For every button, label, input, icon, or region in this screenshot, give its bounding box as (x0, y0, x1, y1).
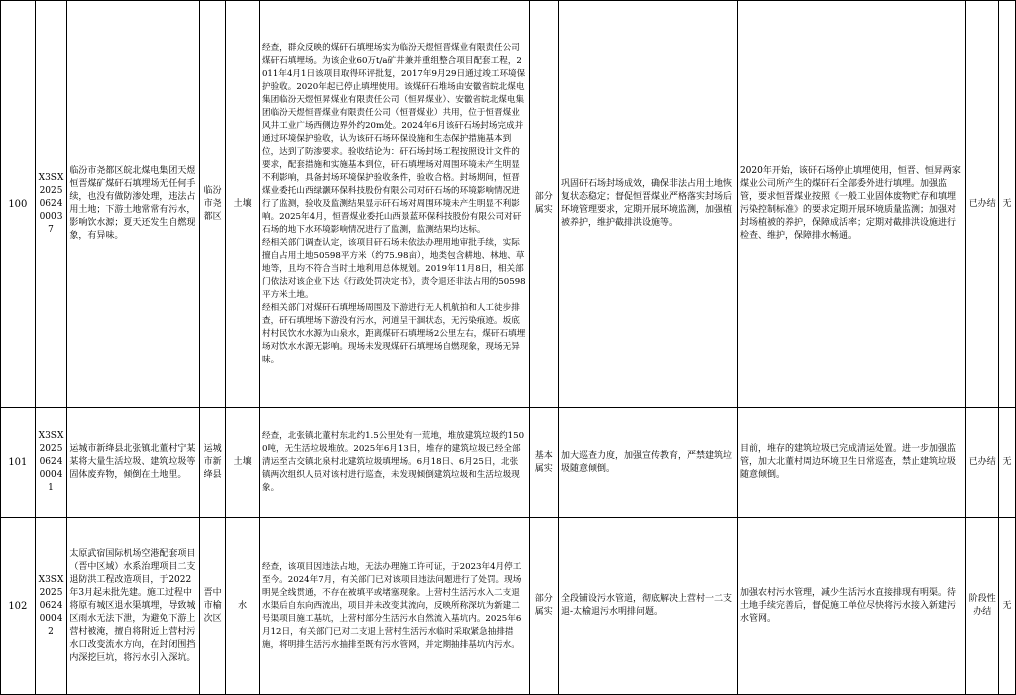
progress: 目前，堆存的建筑垃圾已完成清运处置。进一步加强监管，加大北董村周边环境卫生日常巡查，禁止建筑垃圾随意倾倒。 (737, 408, 965, 518)
pollution-type: 水 (226, 518, 260, 695)
findings-paragraph: 经查，群众反映的煤矸石填埋场实为临汾天煜恒晋煤业有限责任公司煤矸石填埋场。为该企业60万t/a矿井兼并重组整合项目配套工程，2011年4月1日该项目取得环评批复，2017年9月29日通过竣工环境保护验收。2020年起已停止填埋使用。该煤矸石堆场由安徽省皖北煤电集团临汾天煜恒昇煤业有限责任公司（恒昇煤业）、安徽省皖北煤电集团临汾天煜恒晋煤业有限责任公司（恒晋煤业）共用，位于恒晋煤业风井工业广场西侧边界外约20m处。2024年6月该矸石场封场完成并通过环境保护验收，认为该矸石场环保设施和生态保护措施基本到位，达到了防渗要求。验收结论为：矸石场封场工程按照设计文件的要求，配套措施和实施基本到位，矸石填埋场对周围环境未产生明显不利影响，具备封场环境保护验收条件，验收合格。封场期间，恒晋煤业委托山西绿灏环保科技股份有限公司对矸石场的环境影响情况进行了监测，验收及监测结果显示矸石场对周围环境未产生明显不利影响。2025年4月，恒晋煤业委托山西景蓝环保科技股份有限公司对矸石场的地下水环境影响情况进行了监测，监测结果均达标。 (261, 42, 526, 235)
row-number: 102 (1, 518, 36, 695)
measures: 加大巡查力度，加强宣传教育，严禁建筑垃圾随意倾倒。 (558, 408, 737, 518)
row-number: 101 (1, 408, 36, 518)
progress: 加强农村污水管理，减少生活污水直接排现有明渠。待土地手续完善后，督促施工单位尽快将污水接入新建污水管网。 (737, 518, 965, 695)
pollution-type: 土壤 (226, 1, 260, 408)
case-code: X3SX2025062400041 (35, 408, 67, 518)
complaint-text: 临汾市尧都区皖北煤电集团天煜恒晋煤矿煤矸石填埋场无任何手续，也没有做防渗处理，违法占用土地；下游土地常常有污水，影响饮水源；夏天还发生自燃现象，有异味。 (67, 1, 200, 408)
findings (259, 518, 529, 695)
complaint-text: 运城市新绛县北张镇北董村宁某某将大量生活垃圾、建筑垃圾等固体废弃物，倾倒在土地里。 (67, 408, 200, 518)
district: 运城市新绛县 (199, 408, 225, 518)
accountability: 无 (999, 518, 1016, 695)
measures: 全段铺设污水管道，彻底解决上营村一二支退-太榆退污水明排问题。 (558, 518, 737, 695)
complaint-text: 太原武宿国际机场空港配套项目（晋中区域）水系治理项目二支退防洪工程改造项目，于2022年3月起未批先建。施工过程中将原有城区退水渠填埋，导致城区雨水无法下泄，为避免下游上营村被淹，擅自将附近上营村污水口改变流水方向，在封闭围挡内深挖巨坑，将污水引入深坑。 (67, 518, 200, 695)
table-row (1, 518, 1016, 695)
findings (259, 1, 529, 408)
case-code: X3SX2025062400042 (35, 518, 67, 695)
findings-paragraph: 经相关部门调查认定，该项目矸石场未依法办理用地审批手续，实际擅自占用土地50598平方米（约75.98亩），地类包含耕地、林地、草地等，且均不符合当时土地利用总体规划。2019年11月8日，相关部门依法对该企业下达《行政处罚决定书》，责令退还非法占用的50598平方米土地。 (261, 237, 526, 300)
accountability: 无 (999, 1, 1016, 408)
findings-paragraph: 经相关部门对煤矸石填埋场周围及下游进行无人机航拍和人工徒步排查，矸石填埋场下游没有污水，河道呈干涸状态，无污染痕迹。坂底村村民饮水水源为山泉水，距离煤矸石填埋场2公里左右，煤矸石填埋场对饮水水源无影响。现场未发现煤矸石填埋场自燃现象，现场无异味。 (261, 302, 526, 365)
findings-paragraph: 经查，该项目因违法占地，无法办理施工许可证，于2023年4月停工至今。2024年7月，有关部门已对该项目违法问题进行了处罚。现场明晃全线贯通，不存在被填平或堵塞现象。上营村生活污水入二支退水渠后自东向西流出，项目并未改变其流向，反映所称深坑为新建二号渠项目施工基坑，上营村部分生活污水自然流入基坑内。2025年6月12日，有关部门已对二支退上营村生活污水临时采取紧急抽排措施，将明排生活污水抽排至既有污水管网，并定期抽排基坑内污水。 (261, 561, 522, 650)
case-code: X3SX2025062400037 (35, 1, 67, 408)
findings (259, 408, 529, 518)
verdict: 部分属实 (529, 518, 558, 695)
measures: 巩固矸石场封场成效，确保非法占用土地恢复状态稳定；督促恒晋煤业严格落实封场后环境管理要求，定期开展环境监测，加强植被养护，维护截排洪设施等。 (558, 1, 737, 408)
status: 已办结 (966, 408, 999, 518)
district: 晋中市榆次区 (199, 518, 225, 695)
status: 已办结 (966, 1, 999, 408)
status: 阶段性办结 (966, 518, 999, 695)
table-row (1, 1, 1016, 408)
table-row (1, 408, 1016, 518)
progress: 2020年开始，该矸石场停止填埋使用，恒晋、恒昇两家煤业公司所产生的煤矸石全部委外进行填埋。加强监管，要求恒晋煤业按照《一般工业固体废物贮存和填埋污染控制标准》的要求定期开展环境质量监测；加强对封场植被的养护，保障成活率；定期对截排洪设施进行检查、维护，保障排水畅通。 (737, 1, 965, 408)
pollution-type: 土壤 (226, 408, 260, 518)
verdict: 基本属实 (529, 408, 558, 518)
accountability: 无 (999, 408, 1016, 518)
row-number: 100 (1, 1, 36, 408)
findings-paragraph: 经查，北张镇北董村东北约1.5公里处有一荒地，堆放建筑垃圾约1500吨，无生活垃圾堆放。2025年6月13日，堆存的建筑垃圾已经全部清运至古交镇北泉村北建筑垃圾填埋场。6月18日、6月25日，北张镇两次组织人员对该村进行巡查，未发现倾倒建筑垃圾和生活垃圾现象。 (261, 431, 525, 493)
district: 临汾市尧都区 (199, 1, 225, 408)
verdict: 部分属实 (529, 1, 558, 408)
